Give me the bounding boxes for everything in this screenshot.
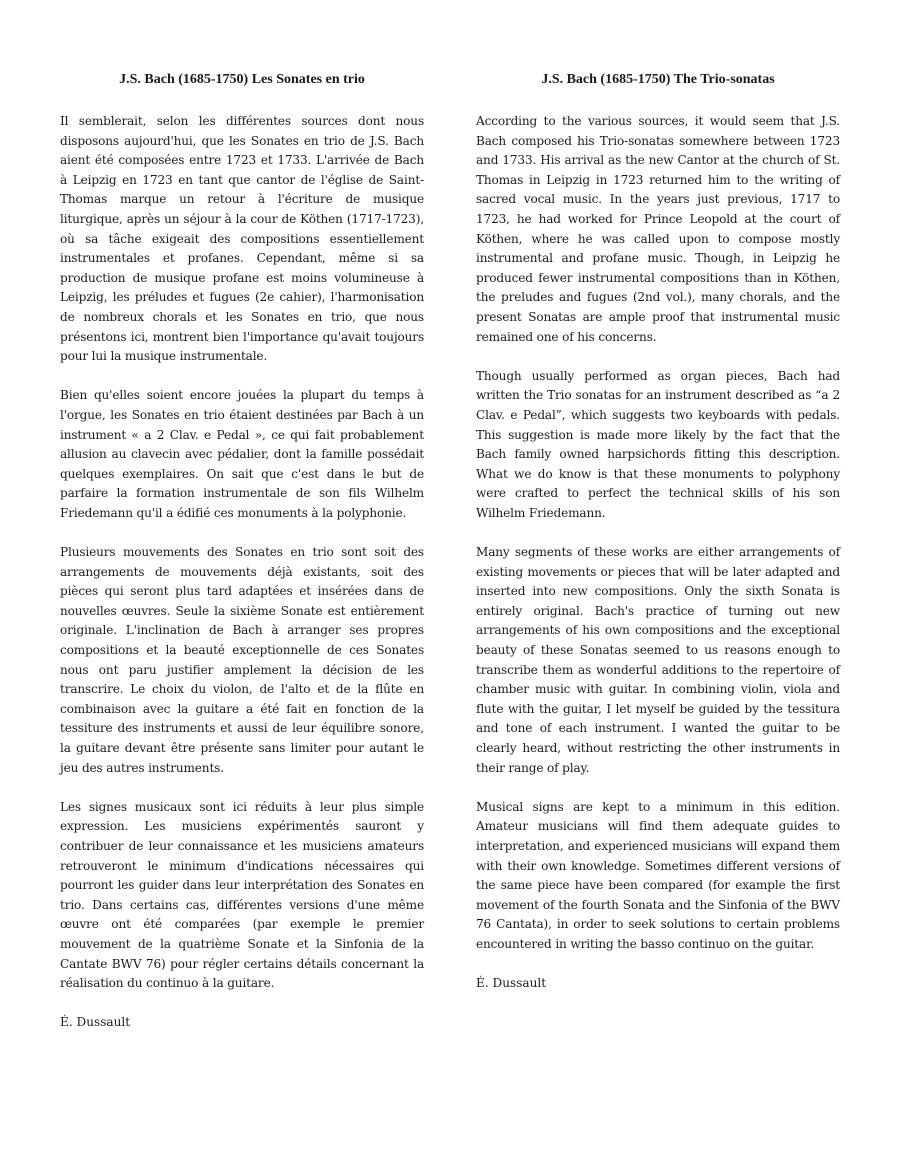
french-column	[60, 70, 424, 1033]
french-paragraph-2: Bien qu'elles soient encore jouées la plupart du temps à l'orgue, les Sonates en trio étaient destinées par Bach à un instrument « a 2 Clav. e Pedal », ce qui fait probablement allusion au clavecin avec pédalier, dont la famille possédait quelques exemplaires. On sait que c'est dans le but de parfaire la formation instrumentale de son fils Wilhelm Friedemann qu'il a édifié ces monuments à la polyphonie.	[60, 388, 424, 520]
english-paragraph-4: Musical signs are kept to a minimum in this edition. Amateur musicians will find them adequate guides to interpretation, and experienced musicians will expand them with their own knowledge. Sometimes different versions of the same piece have been compared (for example the first movement of the fourth Sonata and the Sinfonia of the BWV 76 Cantata), in order to seek solutions to certain problems encountered in writing the basso continuo on the guitar.	[476, 799, 840, 951]
french-title: J.S. Bach (1685-1750) Les Sonates en trio	[119, 72, 365, 87]
french-paragraph-3: Plusieurs mouvements des Sonates en trio sont soit des arrangements de mouvements déjà existants, soit des pièces qui seront plus tard adaptées et insérées dans de nouvelles œuvres. Seule la sixième Sonate est entièrement originale. L'inclination de Bach à arranger ses propres compositions et la beauté exceptionnelle de ces Sonates nous ont paru justifier amplement la décision de les transcrire. Le choix du violon, de l'alto et de la flûte en combinaison avec la guitare a été fait en fonction de la tessiture des instruments et aussi de leur équilibre sonore, la guitare devant être présente sans limiter pour autant le jeu des autres instruments.	[60, 545, 424, 775]
french-paragraph-1: Il semblerait, selon les différentes sources dont nous disposons aujourd'hui, que les Sonates en trio de J.S. Bach aient été composées entre 1723 et 1733. L'arrivée de Bach à Leipzig en 1723 en tant que cantor de l'église de Saint-Thomas marque un retour à l'écriture de musique liturgique, après un séjour à la cour de Köthen (1717-1723), où sa tâche exigeait des compositions essentiellement instrumentales et profanes. Cependant, même si sa production de musique profane est moins volumineuse à Leipzig, les préludes et fugues (2e cahier), l'harmonisation de nombreux chorals et les Sonates en trio, que nous présentons ici, montrent bien l'importance qu'avait toujours pour lui la musique instrumentale.	[60, 114, 424, 364]
english-signature: É. Dussault	[476, 976, 547, 991]
french-paragraph-4: Les signes musicaux sont ici réduits à leur plus simple expression. Les musiciens expérimentés sauront y contribuer de leur connaissance et les musiciens amateurs retrouveront le minimum d'indications nécessaires qui pourront les guider dans leur interprétation des Sonates en trio. Dans certains cas, différentes versions d'une même œuvre ont été comparées (par exemple le premier mouvement de la quatrième Sonate et la Sinfonia de la Cantate BWV 76) pour régler certains détails concernant la réalisation du continuo à la guitare.	[60, 799, 424, 991]
english-paragraph-1: According to the various sources, it would seem that J.S. Bach composed his Trio-sonatas somewhere between 1723 and 1733. His arrival as the new Cantor at the church of St. Thomas in Leipzig in 1723 returned him to the writing of sacred vocal music. In the years just previous, 1717 to 1723, he had worked for Prince Leopold at the court of Köthen, where he was called upon to compose mostly instrumental and profane music. Though, in Leipzig he produced fewer instrumental compositions than in Köthen, the preludes and fugues (2nd vol.), many chorals, and the present Sonatas are ample proof that instrumental music remained one of his concerns.	[476, 114, 840, 344]
english-column	[476, 70, 840, 994]
english-title: J.S. Bach (1685-1750) The Trio-sonatas	[541, 72, 775, 87]
english-paragraph-3: Many segments of these works are either arrangements of existing movements or pieces that will be later adapted and inserted into new compositions. Only the sixth Sonata is entirely original. Bach's practice of turning out new arrangements of his own compositions and the exceptional beauty of these Sonatas seemed to us reasons enough to transcribe them as wonderful additions to the repertoire of chamber music with guitar. In combining violin, viola and flute with the guitar, I let myself be guided by the tessitura and tone of each instrument. I wanted the guitar to be clearly heard, without restricting the other instruments in their range of play.	[476, 545, 840, 775]
french-signature: É. Dussault	[60, 1015, 131, 1030]
english-paragraph-2: Though usually performed as organ pieces, Bach had written the Trio sonatas for an instrument described as “a 2 Clav. e Pedal”, which suggests two keyboards with pedals. This suggestion is made more likely by the fact that the Bach family owned harpsichords fitting this description. What we do know is that these monuments to polyphony were crafted to perfect the technical skills of his son Wilhelm Friedemann.	[476, 368, 840, 520]
